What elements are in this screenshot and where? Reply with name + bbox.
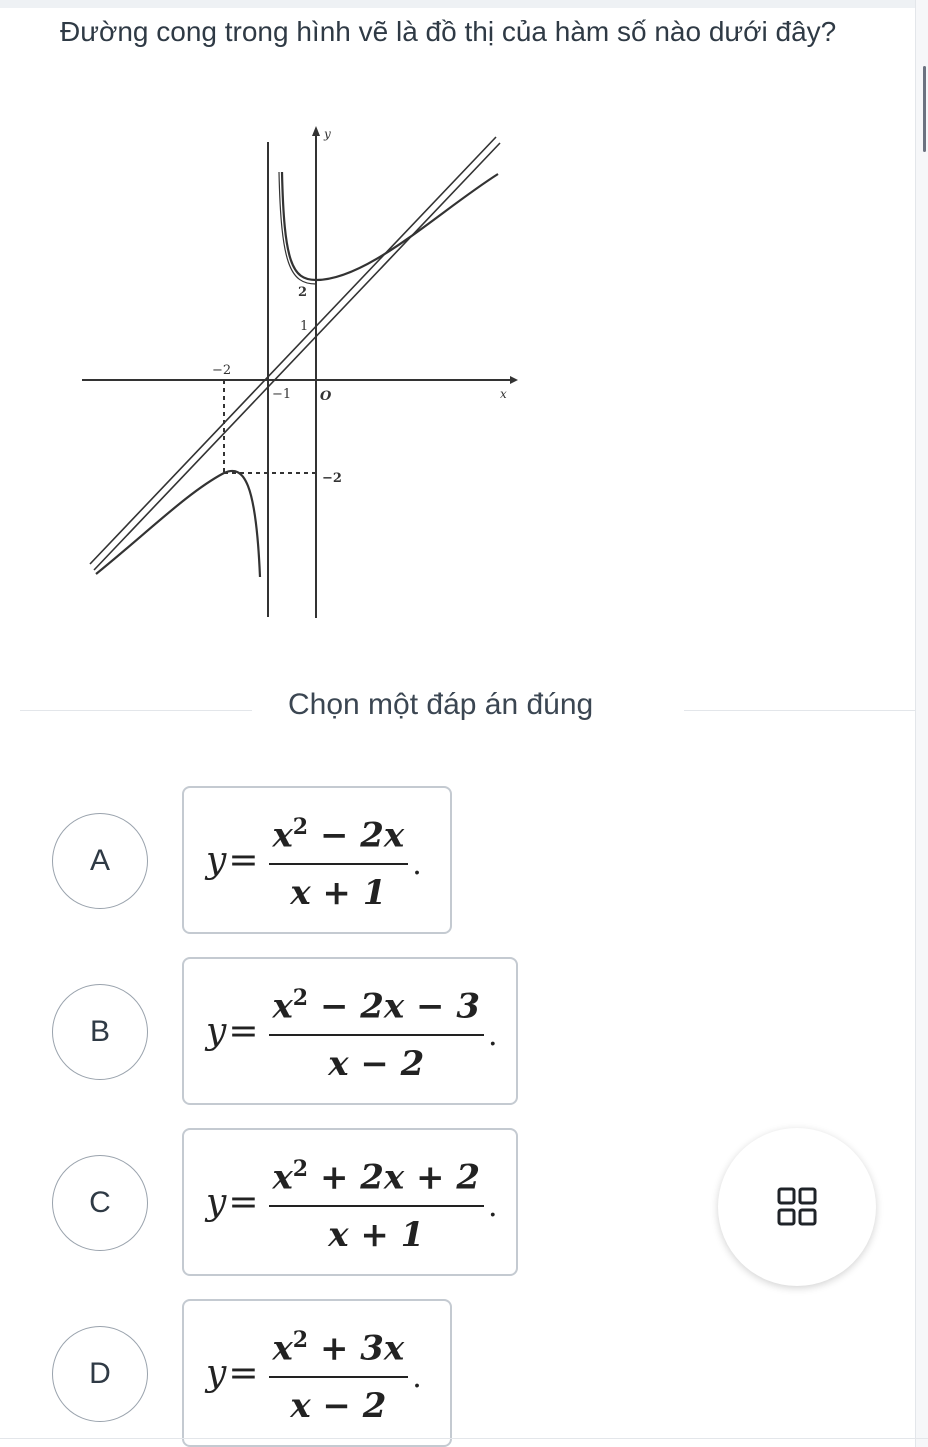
- y-axis-arrow: [312, 126, 320, 136]
- formula-period: .: [412, 846, 422, 882]
- option-b-answer[interactable]: [182, 957, 518, 1105]
- tick-label-y-neg2: −2: [322, 471, 342, 486]
- x-axis-arrow: [510, 376, 518, 384]
- option-a-answer[interactable]: [182, 786, 452, 934]
- divider-left: [20, 710, 252, 711]
- option-c-letter: C: [89, 1186, 111, 1219]
- fraction: [269, 805, 409, 915]
- option-b-radio[interactable]: [52, 984, 148, 1080]
- divider-right: [684, 710, 916, 711]
- option-d-formula: [206, 1301, 422, 1445]
- numerator: $x^2 - 2x - 3$: [272, 984, 481, 1027]
- origin-label: O: [320, 389, 332, 404]
- tick-label-y-2: 2: [298, 285, 308, 300]
- grid-icon: [777, 1187, 817, 1227]
- x-axis-label: x: [500, 387, 507, 401]
- option-b-formula: [206, 959, 498, 1103]
- formula-period: .: [488, 1188, 498, 1224]
- option-c-radio[interactable]: [52, 1155, 148, 1251]
- option-a-formula: [206, 788, 422, 932]
- denominator: x + 1: [290, 873, 387, 914]
- fraction: [269, 1147, 485, 1257]
- option-d-letter: D: [89, 1357, 111, 1390]
- curve-right-branch: [282, 172, 498, 280]
- tick-label-x-neg1: −1: [272, 387, 292, 402]
- denominator: x − 2: [290, 1386, 387, 1427]
- question-text: Đường cong trong hình vẽ là đồ thị của hàm số nào dưới đây?: [60, 16, 837, 47]
- tick-label-x-neg2: −2: [212, 363, 232, 378]
- bottom-divider: [0, 1438, 928, 1439]
- fraction: [269, 1318, 409, 1428]
- formula-lhs: y: [206, 839, 227, 881]
- denominator: x + 1: [328, 1215, 425, 1256]
- formula-lhs: y: [206, 1352, 227, 1394]
- option-a-radio[interactable]: [52, 813, 148, 909]
- formula-lhs: y: [206, 1181, 227, 1223]
- numerator: $x^2 + 3x$: [272, 1326, 405, 1369]
- formula-equals: =: [228, 839, 259, 881]
- option-c-answer[interactable]: [182, 1128, 518, 1276]
- y-axis-label: y: [324, 127, 331, 141]
- formula-period: .: [488, 1017, 498, 1053]
- numerator: $x^2 + 2x + 2$: [272, 1155, 481, 1198]
- denominator: x − 2: [328, 1044, 425, 1085]
- option-b-letter: B: [89, 1015, 110, 1048]
- formula-equals: =: [228, 1010, 259, 1052]
- slant-asymptote: [90, 137, 496, 564]
- fraction: [269, 976, 485, 1086]
- option-d-radio[interactable]: [52, 1326, 148, 1422]
- formula-equals: =: [228, 1181, 259, 1223]
- option-a-letter: A: [89, 844, 110, 877]
- option-d-answer[interactable]: [182, 1299, 452, 1447]
- function-graph: [78, 112, 518, 622]
- formula-period: .: [412, 1359, 422, 1395]
- curve-left-branch: [96, 471, 260, 577]
- fraction-bar: [269, 1376, 409, 1378]
- scrollbar-thumb[interactable]: [923, 66, 926, 152]
- option-c-formula: [206, 1130, 498, 1274]
- fraction-bar: [269, 863, 409, 865]
- section-title: Chọn một đáp án đúng: [288, 688, 594, 721]
- formula-equals: =: [228, 1352, 259, 1394]
- fraction-bar: [269, 1034, 485, 1036]
- slant-asymptote-parallel: [94, 143, 500, 570]
- formula-lhs: y: [206, 1010, 227, 1052]
- scrollbar[interactable]: [915, 0, 928, 1447]
- tick-label-y-1: 1: [300, 319, 309, 334]
- numerator: $x^2 - 2x$: [272, 813, 405, 856]
- question-grid-button[interactable]: [718, 1128, 876, 1286]
- fraction-bar: [269, 1205, 485, 1207]
